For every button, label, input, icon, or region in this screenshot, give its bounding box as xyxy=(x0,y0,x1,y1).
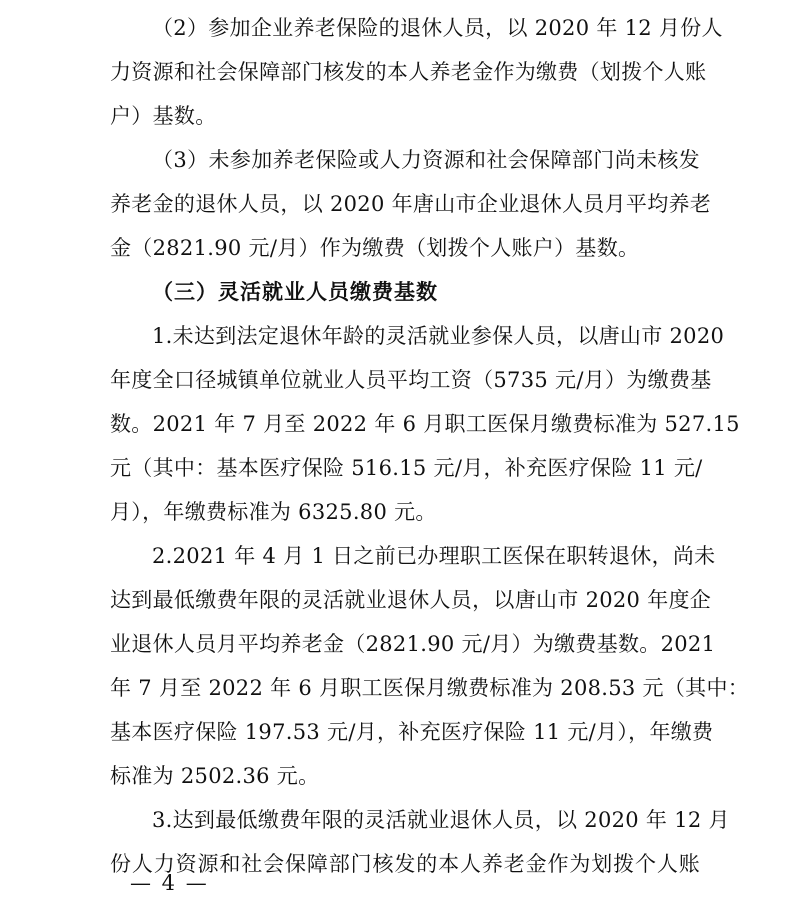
item-1-line-1: 1.未达到法定退休年龄的灵活就业参保人员，以唐山市 2020 xyxy=(152,324,725,348)
item-3-line-1: 3.达到最低缴费年限的灵活就业退休人员，以 2020 年 12 月 xyxy=(152,808,730,832)
paragraph-3-line-3: 金（2821.90 元/月）作为缴费（划拨个人账户）基数。 xyxy=(110,236,640,260)
item-1-line-2: 年度全口径城镇单位就业人员平均工资（5735 元/月）为缴费基 xyxy=(110,368,712,392)
item-2-line-6: 标准为 2502.36 元。 xyxy=(110,764,320,788)
item-1-line-4: 元（其中：基本医疗保险 516.15 元/月，补充医疗保险 11 元/ xyxy=(110,456,703,480)
paragraph-2-line-3: 户）基数。 xyxy=(110,104,217,128)
item-2-line-4: 年 7 月至 2022 年 6 月职工医保月缴费标准为 208.53 元（其中： xyxy=(110,676,750,700)
paragraph-3-line-2: 养老金的退休人员，以 2020 年唐山市企业退休人员月平均养老 xyxy=(110,192,712,216)
item-2-line-3: 业退休人员月平均养老金（2821.90 元/月）为缴费基数。2021 xyxy=(110,632,716,656)
paragraph-3-line-1: （3）未参加养老保险或人力资源和社会保障部门尚未核发 xyxy=(152,148,700,172)
item-2-line-1: 2.2021 年 4 月 1 日之前已办理职工医保在职转退休，尚未 xyxy=(152,544,716,568)
paragraph-2-line-1: （2）参加企业养老保险的退休人员，以 2020 年 12 月份人 xyxy=(152,16,723,40)
item-2-line-2: 达到最低缴费年限的灵活就业退休人员，以唐山市 2020 年度企 xyxy=(110,588,712,612)
item-2-line-5: 基本医疗保险 197.53 元/月，补充医疗保险 11 元/月），年缴费 xyxy=(110,720,714,744)
page-number: — 4 — xyxy=(130,871,209,895)
item-1-line-3: 数。2021 年 7 月至 2022 年 6 月职工医保月缴费标准为 527.15 xyxy=(110,412,740,436)
item-1-line-5: 月），年缴费标准为 6325.80 元。 xyxy=(110,500,437,524)
item-3-line-2: 份人力资源和社会保障部门核发的本人养老金作为划拨个人账 xyxy=(110,852,700,876)
section-heading: （三）灵活就业人员缴费基数 xyxy=(152,280,438,304)
paragraph-2-line-2: 力资源和社会保障部门核发的本人养老金作为缴费（划拨个人账 xyxy=(110,60,707,84)
